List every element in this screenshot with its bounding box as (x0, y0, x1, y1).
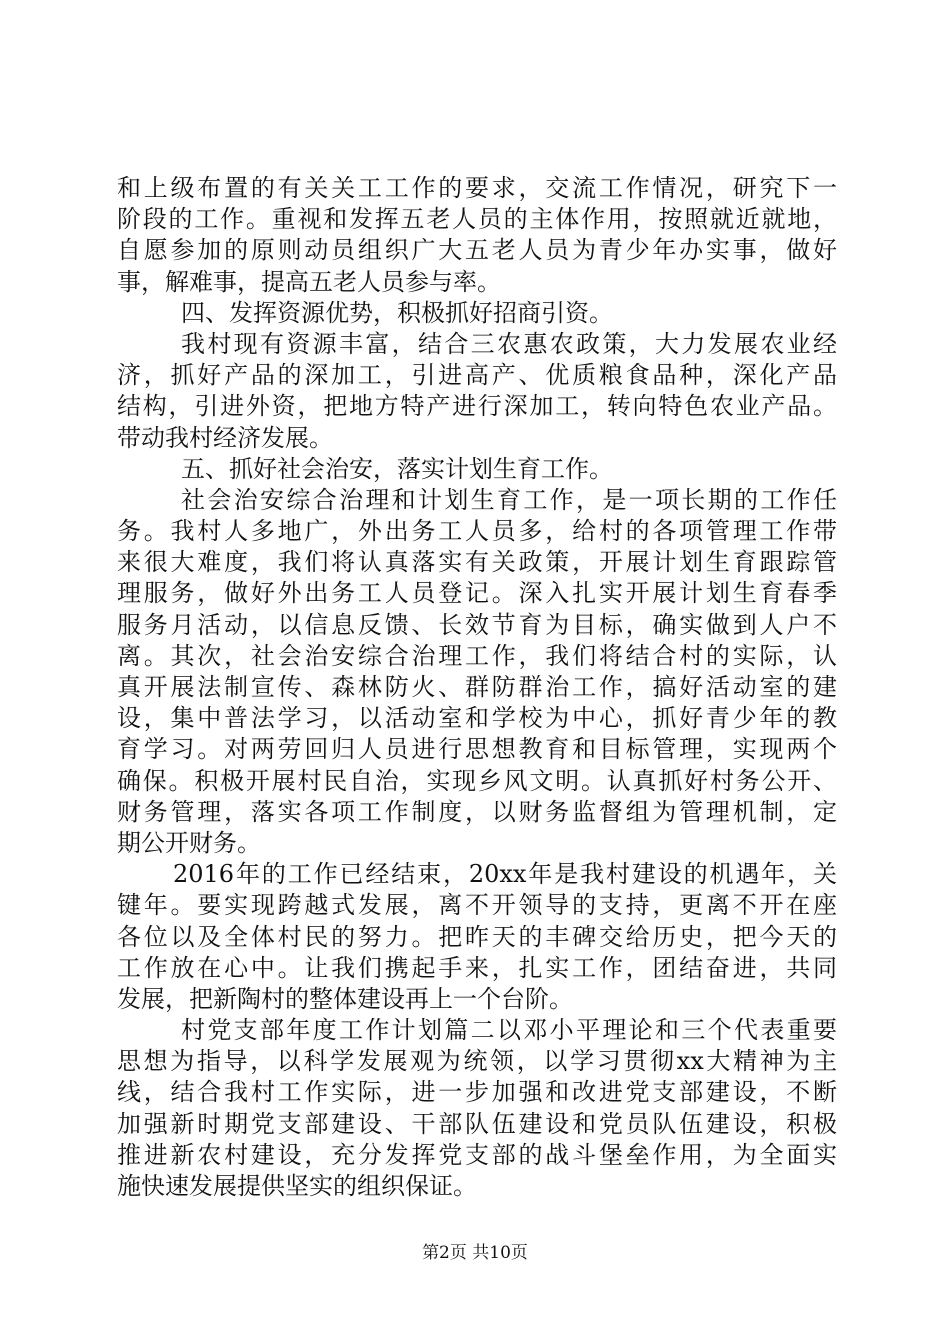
text-line: 阶段的工作。重视和发挥五老人员的主体作用，按照就近就地， (117, 205, 837, 234)
text-line: 济，抓好产品的深加工，引进高产、优质粮食品种，深化产品 (117, 361, 837, 390)
text-line: 2016年的工作已经结束，20xx年是我村建设的机遇年，关 (173, 860, 837, 889)
text-line: 育学习。对两劳回归人员进行思想教育和目标管理，实现两个 (117, 735, 837, 764)
text-line: 工作放在心中。让我们携起手来，扎实工作，团结奋进，共同 (117, 953, 837, 982)
text-line: 真开展法制宣传、森林防火、群防群治工作，搞好活动室的建 (117, 673, 837, 701)
page-footer: 第2页 共10页 (422, 1243, 528, 1263)
text-line: 财务管理，落实各项工作制度，以财务监督组为管理机制，定 (117, 797, 837, 826)
text-line: 社会治安综合治理和计划生育工作，是一项长期的工作任 (181, 485, 837, 514)
text-line: 施快速发展提供坚实的组织保证。 (117, 1172, 477, 1200)
text-line: 设，集中普法学习，以活动室和学校为中心，抓好青少年的教 (117, 704, 837, 733)
text-line: 思想为指导，以科学发展观为统领，以学习贯彻xx大精神为主 (117, 1047, 837, 1076)
text-line: 务。我村人多地广，外出务工人员多，给村的各项管理工作带 (117, 517, 837, 546)
text-line: 离。其次，社会治安综合治理工作，我们将结合村的实际，认 (117, 641, 837, 670)
text-line: 各位以及全体村民的努力。把昨天的丰碑交给历史，把今天的 (117, 922, 837, 951)
text-line: 我村现有资源丰富，结合三农惠农政策，大力发展农业经 (181, 329, 837, 358)
text-line: 线，结合我村工作实际，进一步加强和改进党支部建设，不断 (117, 1078, 837, 1107)
text-line: 带动我村经济发展。 (117, 423, 333, 452)
text-line: 和上级布置的有关关工工作的要求，交流工作情况，研究下一 (117, 174, 837, 202)
text-line: 村党支部年度工作计划篇二以邓小平理论和三个代表重要 (181, 1016, 837, 1045)
text-line: 发展，把新陶村的整体建设再上一个台阶。 (117, 984, 573, 1013)
text-line: 期公开财务。 (117, 828, 261, 857)
text-line: 来很大难度，我们将认真落实有关政策，开展计划生育跟踪管 (117, 548, 837, 577)
text-line: 加强新时期党支部建设、干部队伍建设和党员队伍建设，积极 (117, 1109, 837, 1138)
text-line: 事，解难事，提高五老人员参与率。 (117, 267, 501, 296)
document-body (117, 173, 837, 1202)
section-heading: 四、发挥资源优势，积极抓好招商引资。 (181, 298, 613, 327)
section-heading: 五、抓好社会治安，落实计划生育工作。 (181, 454, 613, 483)
text-line: 推进新农村建设，充分发挥党支部的战斗堡垒作用，为全面实 (117, 1140, 837, 1169)
text-line: 理服务，做好外出务工人员登记。深入扎实开展计划生育春季 (117, 579, 837, 608)
text-line: 确保。积极开展村民自治，实现乡风文明。认真抓好村务公开、 (117, 766, 837, 795)
text-line: 键年。要实现跨越式发展，离不开领导的支持，更离不开在座 (117, 891, 837, 920)
text-line: 结构，引进外资，把地方特产进行深加工，转向特色农业产品。 (117, 392, 837, 421)
text-line: 自愿参加的原则动员组织广大五老人员为青少年办实事，做好 (117, 236, 837, 265)
text-line: 服务月活动，以信息反馈、长效节育为目标，确实做到人户不 (117, 610, 837, 639)
